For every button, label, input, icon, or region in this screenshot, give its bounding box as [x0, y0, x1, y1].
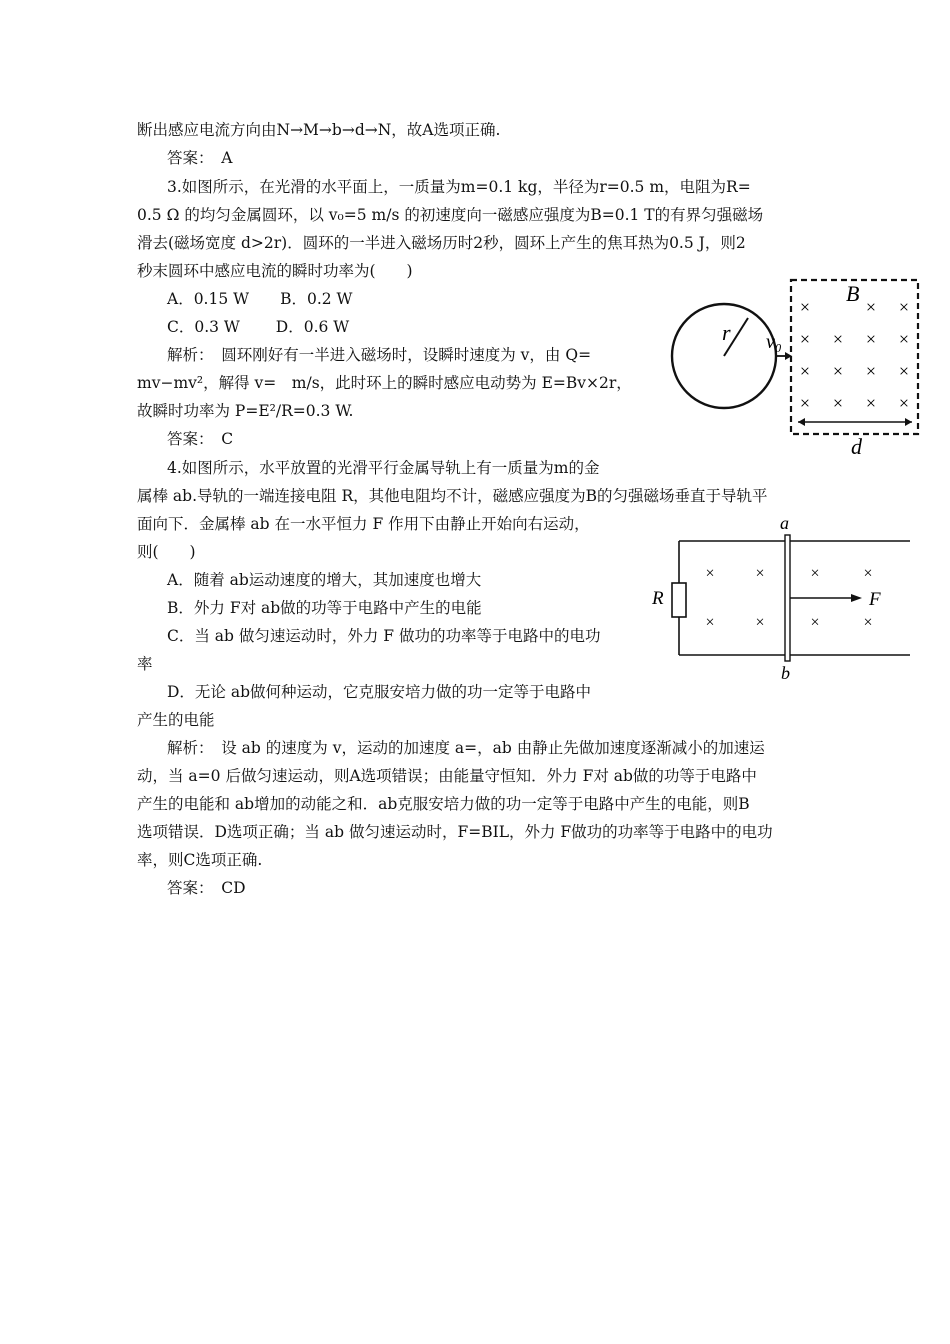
svg-text:×: × [832, 361, 844, 381]
svg-text:×: × [863, 565, 873, 582]
question-4-option-a: A．随着 ab运动速度的增大，其加速度也增大 [167, 571, 482, 589]
svg-text:×: × [810, 614, 820, 631]
svg-text:×: × [799, 329, 811, 349]
question-4-line-2: 属棒 ab.导轨的一端连接电阻 R，其他电阻均不计，磁感应强度为B的匀强磁场垂直于导轨平 [137, 487, 768, 505]
rod-top-label: a [780, 515, 789, 533]
question-4-answer: 答案： CD [167, 879, 246, 897]
question-4-line-4: 则( ) [137, 543, 196, 561]
svg-text:×: × [865, 297, 877, 317]
svg-text:×: × [832, 393, 844, 413]
field-label: B [846, 281, 860, 306]
question-4-option-c: C．当 ab 做匀速运动时，外力 F 做功的功率等于电路中的电功 [167, 627, 601, 645]
question-3-answer: 答案： C [167, 430, 234, 448]
answer-line-2: 答案： A [167, 149, 233, 167]
svg-text:×: × [755, 565, 765, 582]
force-label: F [869, 589, 881, 610]
question-4-option-d: D．无论 ab做何种运动，它克服安培力做的功一定等于电路中 [167, 683, 592, 701]
svg-text:×: × [898, 393, 910, 413]
question-3-line-2: 0.5 Ω 的均匀金属圆环，以 v₀=5 m/s 的初速度向一磁感应强度为B=0.1 T的有界匀强磁场 [137, 206, 764, 224]
question-4-analysis-3: 产生的电能和 ab增加的动能之和．ab克服安培力做的功一定等于电路中产生的电能，则B [137, 795, 750, 813]
question-3-analysis-2: mv−mv²，解得 v= m/s，此时环上的瞬时感应电动势为 E=Bv×2r， [137, 374, 632, 392]
svg-text:×: × [898, 329, 910, 349]
question-4-line-3: 面向下．金属棒 ab 在一水平恒力 F 作用下由静止开始向右运动， [137, 515, 590, 533]
question-4-line-1: 4.如图所示，水平放置的光滑平行金属导轨上有一质量为m的金 [167, 459, 600, 477]
question-4-analysis-1: 解析： 设 ab 的速度为 v，运动的加速度 a=，ab 由静止先做加速度逐渐减小的加速运 [167, 739, 765, 757]
question-4-option-c-cont: 率 [137, 655, 153, 673]
svg-text:×: × [755, 614, 765, 631]
rod-bottom-label: b [781, 663, 790, 683]
question-4-option-d-cont: 产生的电能 [137, 711, 215, 729]
question-3-line-1: 3.如图所示，在光滑的水平面上，一质量为m=0.1 kg，半径为r=0.5 m，电阻为R= [167, 178, 751, 196]
radius-label: r [722, 320, 731, 345]
svg-text:×: × [799, 361, 811, 381]
svg-text:×: × [705, 614, 715, 631]
svg-text:×: × [799, 297, 811, 317]
resistor-label: R [652, 588, 664, 609]
question-4-analysis-2: 动，当 a=0 后做匀速运动，则A选项错误；由能量守恒知．外力 F对 ab做的功等于电路中 [137, 767, 757, 785]
width-label: d [851, 434, 862, 459]
force-arrow-head [851, 594, 862, 602]
svg-text:×: × [863, 614, 873, 631]
question-3-options-cd: C．0.3 W D．0.6 W [167, 318, 350, 336]
velocity-label: v₀ [766, 331, 782, 353]
svg-text:×: × [832, 329, 844, 349]
svg-text:×: × [865, 329, 877, 349]
svg-text:×: × [705, 565, 715, 582]
question-4-analysis-5: 率，则C选项正确. [137, 851, 263, 869]
question-3-analysis-1: 解析： 圆环刚好有一半进入磁场时，设瞬时速度为 v，由 Q= [167, 346, 592, 364]
svg-text:×: × [865, 361, 877, 381]
figure-ring-field [668, 274, 928, 464]
resistor [672, 583, 686, 617]
question-3-analysis-3: 故瞬时功率为 P=E²/R=0.3 W. [137, 402, 354, 420]
question-4-analysis-4: 选项错误．D选项正确；当 ab 做匀速运动时，F=BIL，外力 F做功的功率等于电路中的电功 [137, 823, 773, 841]
question-3-options-ab: A．0.15 W B．0.2 W [167, 290, 353, 308]
svg-text:×: × [799, 393, 811, 413]
svg-text:×: × [810, 565, 820, 582]
field-marks [800, 297, 909, 413]
svg-text:×: × [898, 361, 910, 381]
question-3-line-3: 滑去(磁场宽度 d>2r)．圆环的一半进入磁场历时2秒，圆环上产生的焦耳热为0.5 J，则2 [137, 234, 746, 252]
text-line-1: 断出感应电流方向由N→M→b→d→N，故A选项正确. [137, 121, 501, 139]
figure-rail-circuit [648, 515, 918, 685]
svg-text:×: × [865, 393, 877, 413]
svg-text:×: × [898, 297, 910, 317]
question-4-option-b: B．外力 F对 ab做的功等于电路中产生的电能 [167, 599, 482, 617]
metal-rod-ab [785, 535, 790, 661]
question-3-line-4: 秒末圆环中感应电流的瞬时功率为( ) [137, 262, 413, 280]
